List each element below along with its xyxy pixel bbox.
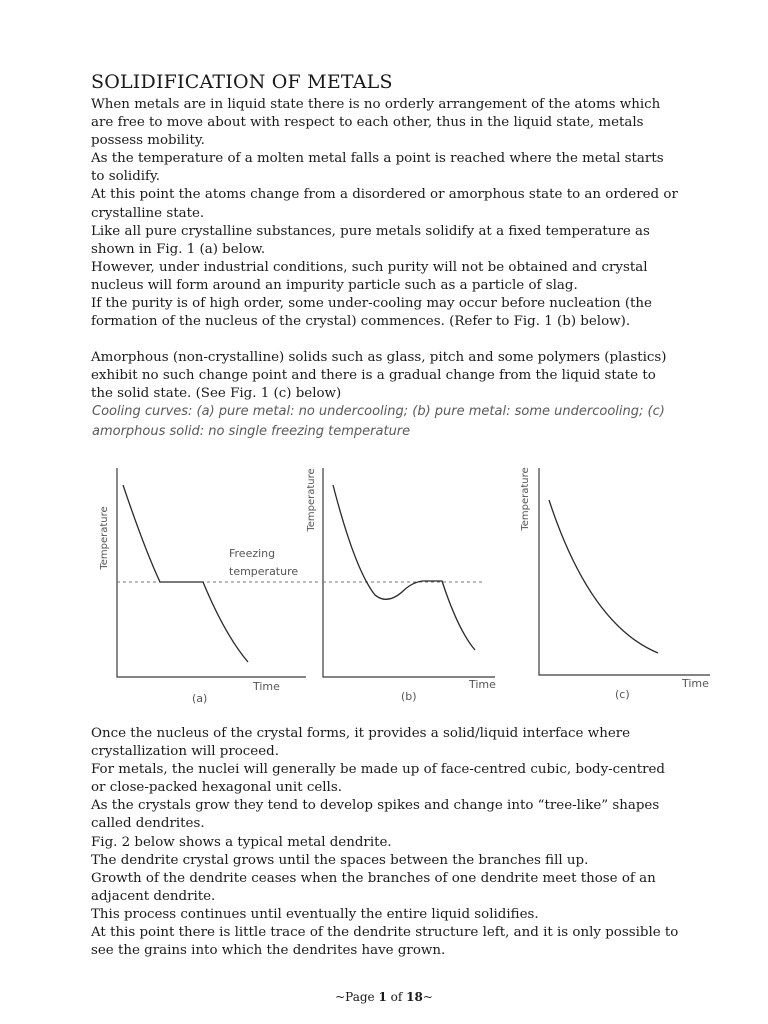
text-block-impurity <box>91 259 681 331</box>
text-block-dendrites <box>91 725 681 960</box>
paragraph: When metals are in liquid state there is no orderly arrangement of the atoms which are free to move about with respect to each other, thus in the liquid state, metals possess mobility. <box>91 97 661 149</box>
paragraph: Growth of the dendrite ceases when the branches of one dendrite meet those of an adjacent dendrite. <box>91 870 656 904</box>
paragraph: At this point the atoms change from a disordered or amorphous state to an ordered or crystalline state. <box>91 187 678 221</box>
curve-b <box>333 485 475 650</box>
footer-suffix: ~ <box>422 990 433 1004</box>
panel-c-tag: (c) <box>615 688 630 701</box>
text-block-amorphous <box>91 349 681 403</box>
figure-caption: Cooling curves: (a) pure metal: no undercooling; (b) pure metal: some undercooling; (c) amorphous solid: no single freezing temperature <box>92 404 665 439</box>
footer-total-pages: 18 <box>406 990 423 1004</box>
panel-b <box>306 468 496 703</box>
footer-prefix: ~Page <box>335 990 379 1004</box>
paragraph: The dendrite crystal grows until the spaces between the branches fill up. <box>91 852 589 868</box>
text-block-intro <box>91 96 681 259</box>
paragraph: Once the nucleus of the crystal forms, it provides a solid/liquid interface where crystallization will proceed. <box>91 726 631 760</box>
panel-b-xlabel: Time <box>469 678 496 691</box>
freezing-temp-label-2: temperature <box>229 565 299 578</box>
panel-c <box>520 467 710 701</box>
cooling-curves-svg <box>90 400 720 710</box>
panel-c-xlabel: Time <box>682 677 709 690</box>
paragraph: Like all pure crystalline substances, pure metals solidify at a fixed temperature as shown in Fig. 1 (a) below. <box>91 223 650 257</box>
panel-a <box>99 468 320 705</box>
paragraph: As the crystals grow they tend to develop spikes and change into “tree-like” shapes called dendrites. <box>91 798 660 832</box>
panel-c-axes <box>539 468 710 675</box>
paragraph: If the purity is of high order, some under-cooling may occur before nucleation (the formation of the nucleus of the crystal) commences. (Refer to Fig. 1 (b) below). <box>91 296 652 330</box>
paragraph: Fig. 2 below shows a typical metal dendrite. <box>91 834 392 850</box>
cooling-curves-figure <box>90 400 720 710</box>
panel-a-ylabel: Temperature <box>99 506 110 570</box>
paragraph: Amorphous (non-crystalline) solids such as glass, pitch and some polymers (plastics) exhibit no such change point and there is a gradual change from the liquid state to the solid state. (See Fig. 1 (c) below) <box>91 350 667 402</box>
freezing-temp-label-1: Freezing <box>229 547 276 560</box>
panel-c-ylabel: Temperature <box>520 467 531 531</box>
panel-b-ylabel: Temperature <box>306 468 317 532</box>
page-title: SOLIDIFICATION OF METALS <box>91 71 393 93</box>
panel-a-xlabel: Time <box>253 680 280 693</box>
footer-middle: of <box>386 990 407 1004</box>
panel-b-axes <box>323 468 495 677</box>
paragraph: As the temperature of a molten metal falls a point is reached where the metal starts to solidify. <box>91 151 664 185</box>
paragraph: This process continues until eventually the entire liquid solidifies. <box>91 906 539 922</box>
paragraph: At this point there is little trace of the dendrite structure left, and it is only possible to see the grains into which the dendrites have grown. <box>91 925 679 959</box>
panel-a-tag: (a) <box>192 692 208 705</box>
curve-c <box>549 500 658 653</box>
page-footer <box>0 990 768 1004</box>
footer-current-page: 1 <box>378 990 387 1004</box>
paragraph: For metals, the nuclei will generally be made up of face-centred cubic, body-centred or close-packed hexagonal unit cells. <box>91 762 665 796</box>
panel-b-tag: (b) <box>401 690 417 703</box>
paragraph: However, under industrial conditions, such purity will not be obtained and crystal nucleus will form around an impurity particle such as a particle of slag. <box>91 260 648 294</box>
